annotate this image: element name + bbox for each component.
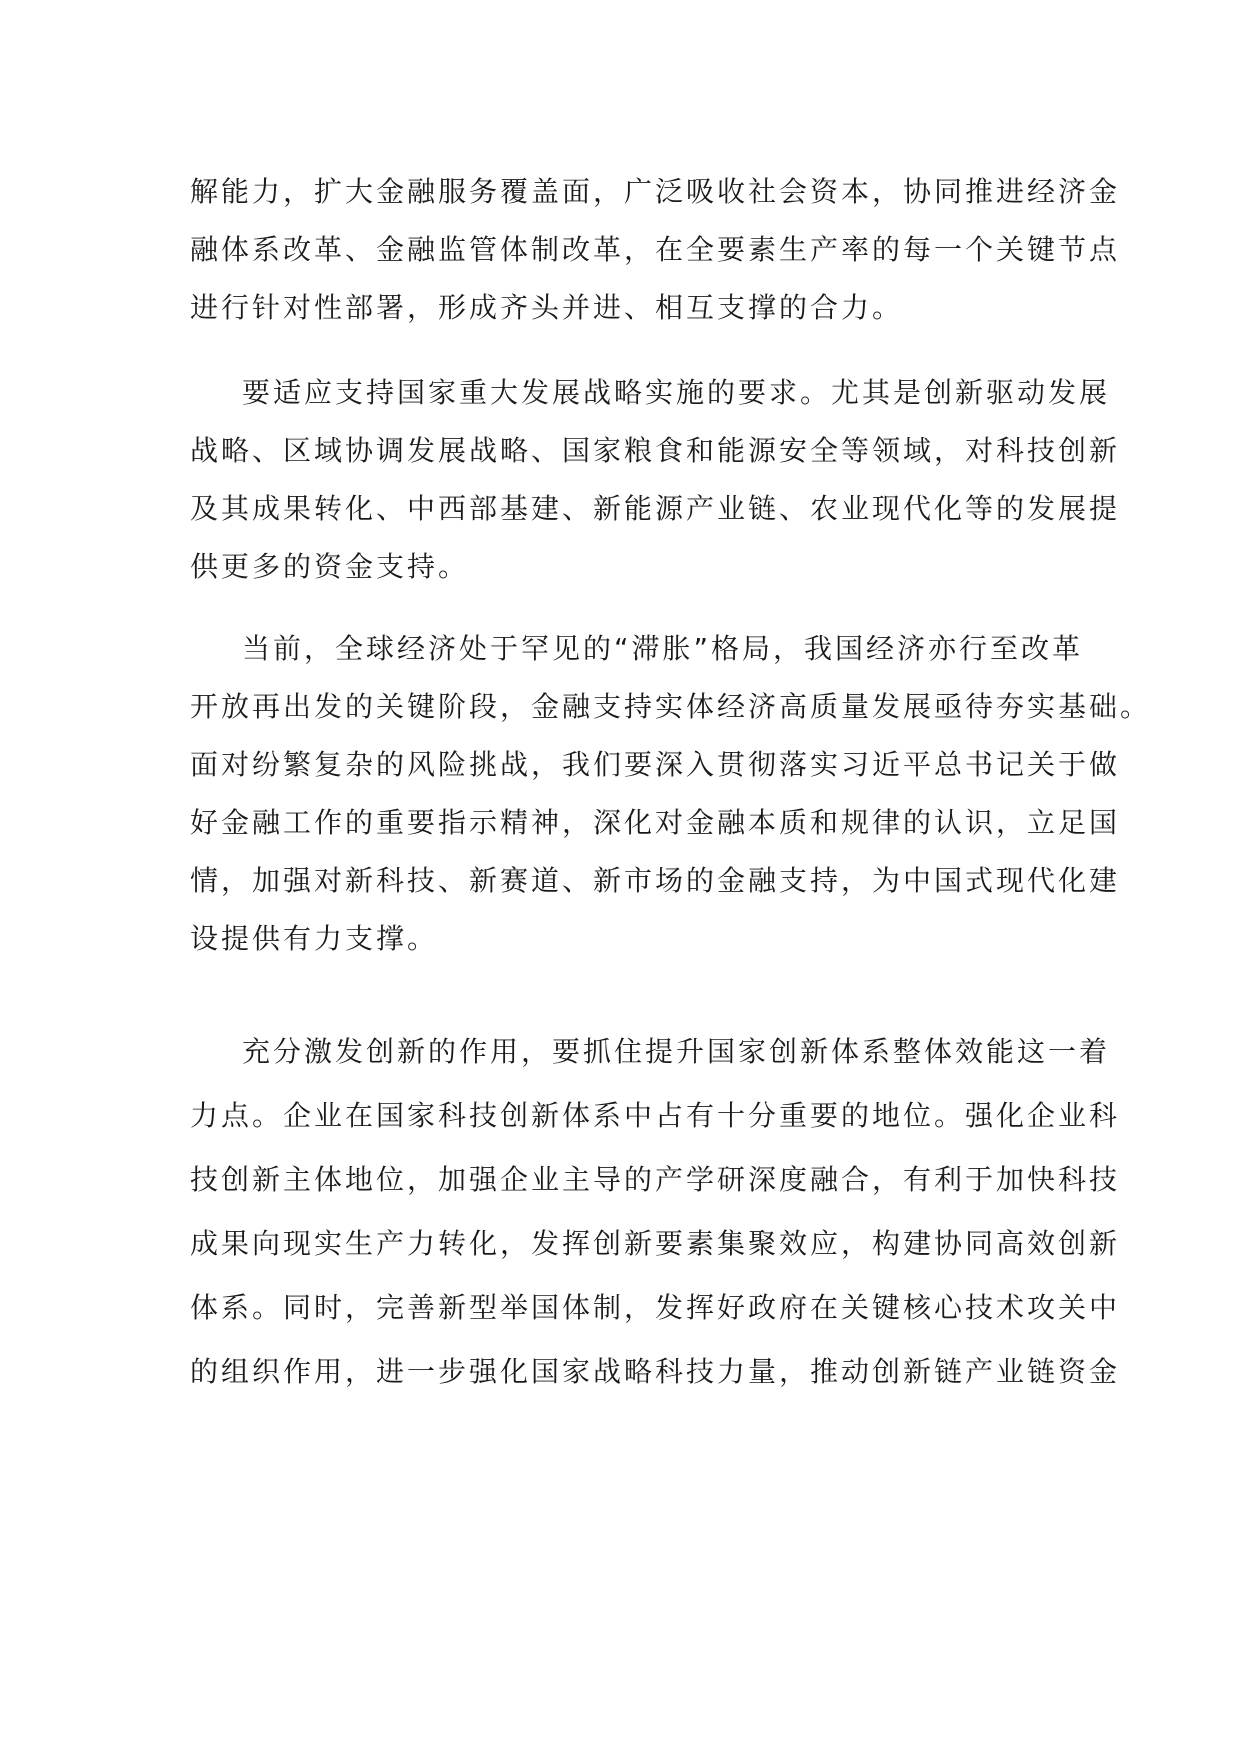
text-line: 力点。企业在国家科技创新体系中占有十分重要的地位。强化企业科	[190, 1099, 1121, 1132]
text-line: 充分激发创新的作用，要抓住提升国家创新体系整体效能这一着	[242, 1035, 1111, 1068]
text-line: 面对纷繁复杂的风险挑战，我们要深入贯彻落实习近平总书记关于做	[190, 748, 1121, 781]
text-line: 要适应支持国家重大发展战略实施的要求。尤其是创新驱动发展	[242, 376, 1111, 409]
text-line: 体系。同时，完善新型举国体制，发挥好政府在关键核心技术攻关中	[190, 1291, 1121, 1324]
paragraph-current-situation	[190, 620, 1152, 968]
text-line: 成果向现实生产力转化，发挥创新要素集聚效应，构建协同高效创新	[190, 1227, 1121, 1260]
text-line: 开放再出发的关键阶段，金融支持实体经济高质量发展亟待夯实基础。	[190, 690, 1152, 723]
paragraph-strategy-support	[190, 364, 1121, 596]
text-line: 融体系改革、金融监管体制改革，在全要素生产率的每一个关键节点	[190, 233, 1121, 266]
text-line: 供更多的资金支持。	[190, 550, 470, 583]
text-line: 好金融工作的重要指示精神，深化对金融本质和规律的认识，立足国	[190, 806, 1121, 839]
text-line: 当前，全球经济处于罕见的“滞胀”格局，我国经济亦行至改革	[242, 632, 1084, 665]
text-line: 技创新主体地位，加强企业主导的产学研深度融合，有利于加快科技	[190, 1163, 1121, 1196]
text-line: 战略、区域协调发展战略、国家粮食和能源安全等领域，对科技创新	[190, 434, 1121, 467]
text-line: 设提供有力支撑。	[190, 922, 439, 955]
text-line: 的组织作用，进一步强化国家战略科技力量，推动创新链产业链资金	[190, 1355, 1121, 1388]
paragraph-continuation	[190, 163, 1121, 337]
paragraph-innovation	[190, 1020, 1121, 1404]
text-line: 进行针对性部署，形成齐头并进、相互支撑的合力。	[190, 291, 904, 324]
text-line: 情，加强对新科技、新赛道、新市场的金融支持，为中国式现代化建	[190, 864, 1121, 897]
text-line: 解能力，扩大金融服务覆盖面，广泛吸收社会资本，协同推进经济金	[190, 175, 1121, 208]
text-line: 及其成果转化、中西部基建、新能源产业链、农业现代化等的发展提	[190, 492, 1121, 525]
